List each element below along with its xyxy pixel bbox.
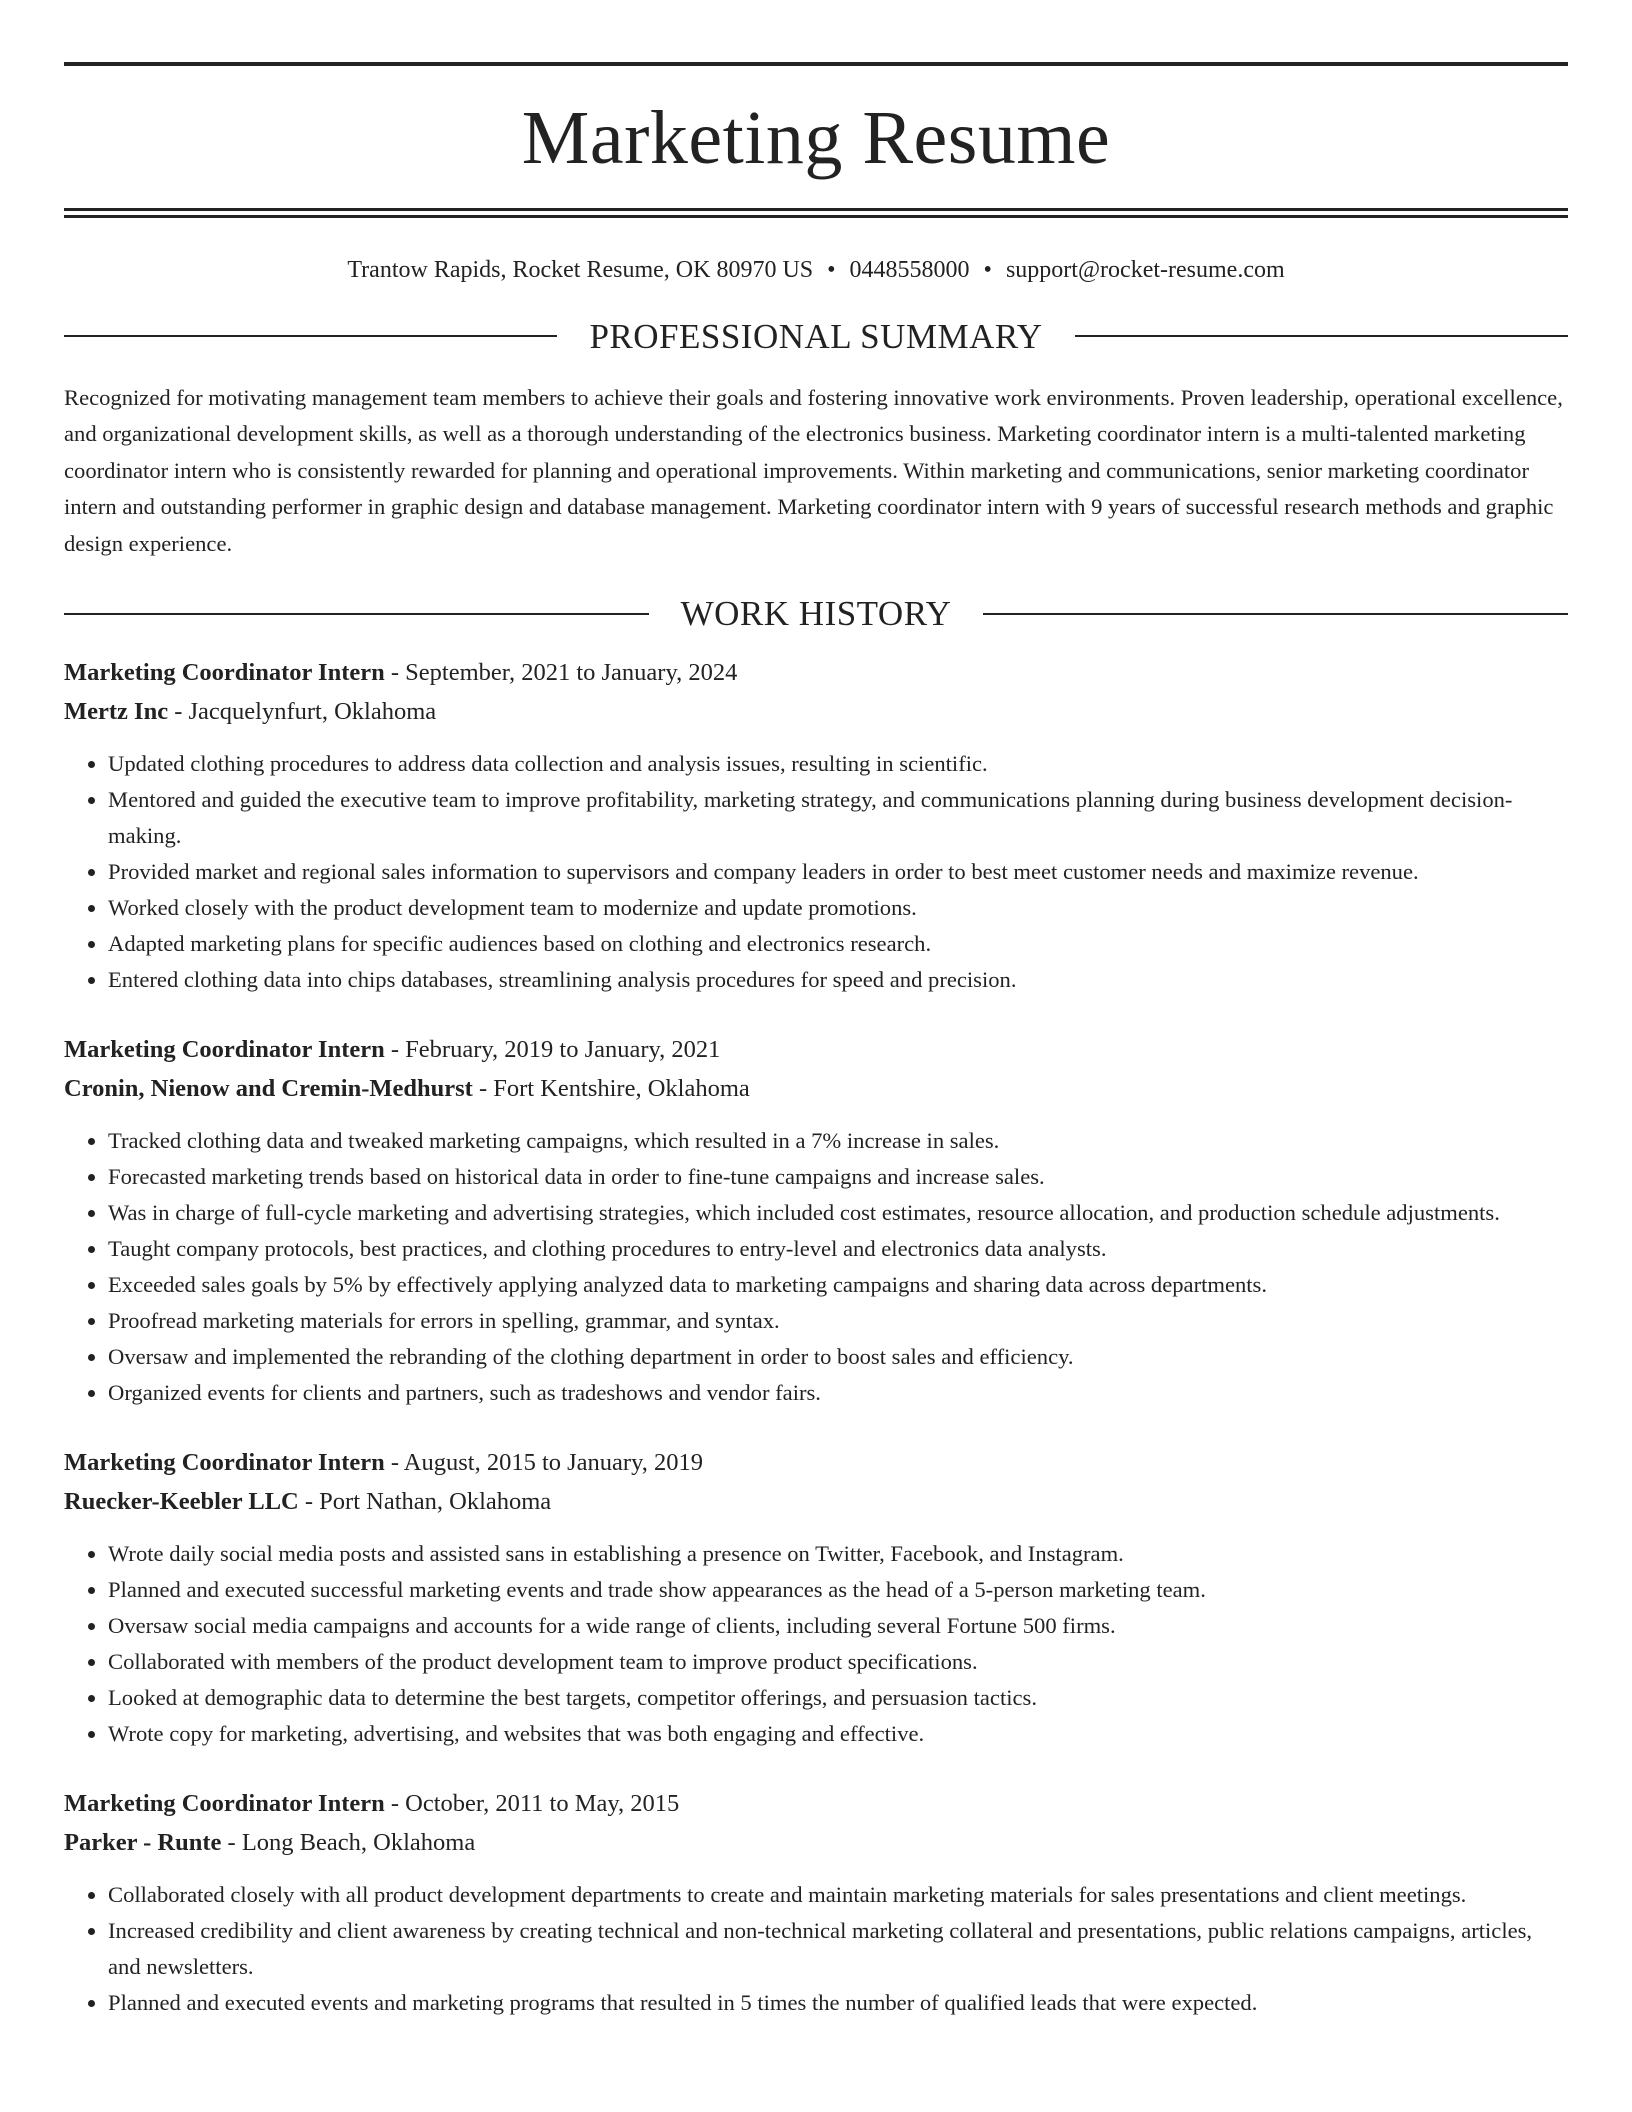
job-dates: - September, 2021 to January, 2024 [384, 659, 738, 687]
job-dates: - August, 2015 to January, 2019 [384, 1449, 703, 1477]
job-bullet: • Updated clothing procedures to address data collection and analysis issues, resulting in scientific. [108, 746, 1568, 782]
heading-rule-right [1075, 335, 1568, 337]
job-bullet: • Looked at demographic data to determine the best targets, competitor offerings, and persuasion tactics. [108, 1680, 1568, 1716]
job-bullet: • Planned and executed successful marketing events and trade show appearances as the head of a 5-person marketing team. [108, 1572, 1568, 1608]
job-gap [64, 1752, 1568, 1786]
summary-heading [64, 316, 1568, 356]
contact-separator: • [983, 257, 992, 283]
contact-line [64, 256, 1568, 285]
job-bullet: • Oversaw social media campaigns and accounts for a wide range of clients, including several Fortune 500 firms. [108, 1608, 1568, 1644]
job-entry [64, 1032, 1568, 1411]
job-bullet: • Exceeded sales goals by 5% by effectively applying analyzed data to marketing campaigns and sharing data across departments. [108, 1267, 1568, 1303]
job-bullet: • Forecasted marketing trends based on historical data in order to fine-tune campaigns and increase sales. [108, 1159, 1568, 1195]
job-title-line [64, 1032, 1568, 1068]
job-company: Cronin, Nienow and Cremin-Medhurst [64, 1075, 473, 1103]
job-company: Mertz Inc [64, 698, 169, 726]
job-location: - Port Nathan, Oklahoma [298, 1488, 552, 1516]
title-double-rule [64, 208, 1568, 218]
job-company: Ruecker-Keebler LLC [64, 1488, 299, 1516]
job-gap [64, 998, 1568, 1032]
job-title: Marketing Coordinator Intern [64, 1449, 385, 1477]
heading-rule-left [64, 613, 649, 615]
job-entry [64, 655, 1568, 998]
contact-separator: • [827, 257, 836, 283]
job-gap [64, 1411, 1568, 1445]
job-title-line [64, 1786, 1568, 1822]
job-dates: - October, 2011 to May, 2015 [384, 1790, 680, 1818]
job-bullet: • Collaborated with members of the product development team to improve product specifications. [108, 1644, 1568, 1680]
job-list [64, 655, 1568, 2021]
job-location: - Fort Kentshire, Oklahoma [472, 1075, 750, 1103]
contact-phone: 0448558000 [849, 257, 970, 283]
job-title: Marketing Coordinator Intern [64, 1036, 385, 1064]
summary-heading-label: PROFESSIONAL SUMMARY [589, 316, 1043, 356]
job-bullet: • Entered clothing data into chips databases, streamlining analysis procedures for speed and precision. [108, 962, 1568, 998]
job-bullet: • Oversaw and implemented the rebranding of the clothing department in order to boost sales and efficiency. [108, 1339, 1568, 1375]
job-company-line [64, 1484, 1568, 1520]
job-company-line [64, 694, 1568, 730]
job-location: - Long Beach, Oklahoma [221, 1829, 476, 1857]
job-bullet: • Worked closely with the product development team to modernize and update promotions. [108, 890, 1568, 926]
job-bullet: • Increased credibility and client awareness by creating technical and non-technical marketing collateral and presentations, public relations campaigns, articles, and newsletters. [108, 1913, 1568, 1985]
work-history-heading-label: WORK HISTORY [680, 594, 952, 634]
job-title-line [64, 1445, 1568, 1481]
job-title-line [64, 655, 1568, 691]
job-bullet: • Tracked clothing data and tweaked marketing campaigns, which resulted in a 7% increase in sales. [108, 1123, 1568, 1159]
heading-rule-left [64, 335, 557, 337]
job-bullet: • Mentored and guided the executive team to improve profitability, marketing strategy, and communications planning during business development decision-making. [108, 782, 1568, 854]
job-bullet: • Planned and executed events and marketing programs that resulted in 5 times the number of qualified leads that were expected. [108, 1985, 1568, 2021]
job-company-line [64, 1071, 1568, 1107]
job-bullet: • Was in charge of full-cycle marketing and advertising strategies, which included cost estimates, resource allocation, and production schedule adjustments. [108, 1195, 1568, 1231]
contact-email: support@rocket-resume.com [1005, 257, 1285, 283]
top-rule [64, 62, 1568, 66]
job-company: Parker - Runte [64, 1829, 222, 1857]
heading-rule-right [983, 613, 1568, 615]
job-entry [64, 1786, 1568, 2021]
job-location: - Jacquelynfurt, Oklahoma [168, 698, 437, 726]
job-company-line [64, 1825, 1568, 1861]
job-entry [64, 1445, 1568, 1752]
resume-title: Marketing Resume [521, 96, 1111, 180]
job-bullet-list [64, 746, 1568, 998]
work-history-heading [64, 594, 1568, 634]
job-bullet: • Adapted marketing plans for specific audiences based on clothing and electronics research. [108, 926, 1568, 962]
job-bullet: • Collaborated closely with all product development departments to create and maintain marketing materials for sales presentations and client meetings. [108, 1877, 1568, 1913]
job-bullet: • Taught company protocols, best practices, and clothing procedures to entry-level and electronics data analysts. [108, 1231, 1568, 1267]
job-title: Marketing Coordinator Intern [64, 659, 385, 687]
job-title: Marketing Coordinator Intern [64, 1790, 385, 1818]
job-bullet: • Proofread marketing materials for errors in spelling, grammar, and syntax. [108, 1303, 1568, 1339]
job-bullet-list [64, 1123, 1568, 1411]
job-bullet: • Provided market and regional sales information to supervisors and company leaders in order to best meet customer needs and maximize revenue. [108, 854, 1568, 890]
job-bullet-list [64, 1536, 1568, 1752]
job-bullet: • Organized events for clients and partners, such as tradeshows and vendor fairs. [108, 1375, 1568, 1411]
job-dates: - February, 2019 to January, 2021 [384, 1036, 721, 1064]
job-bullet: • Wrote daily social media posts and assisted sans in establishing a presence on Twitter, Facebook, and Instagram. [108, 1536, 1568, 1572]
job-bullet-list [64, 1877, 1568, 2021]
job-bullet: • Wrote copy for marketing, advertising, and websites that was both engaging and effective. [108, 1716, 1568, 1752]
contact-address: Trantow Rapids, Rocket Resume, OK 80970 US [347, 257, 814, 283]
summary-text: Recognized for motivating management team members to achieve their goals and fostering innovative work environments. Proven leadership, operational excellence, and organizational development skills, as well as a thorough understanding of the electronics business. Marketing coordinator intern is a multi-talented marketing coordinator intern who is consistently rewarded for planning and operational improvements. Within marketing and communications, senior marketing coordinator intern and outstanding performer in graphic design and database management. Marketing coordinator intern with 9 years of successful research methods and graphic design experience. [64, 384, 1563, 556]
